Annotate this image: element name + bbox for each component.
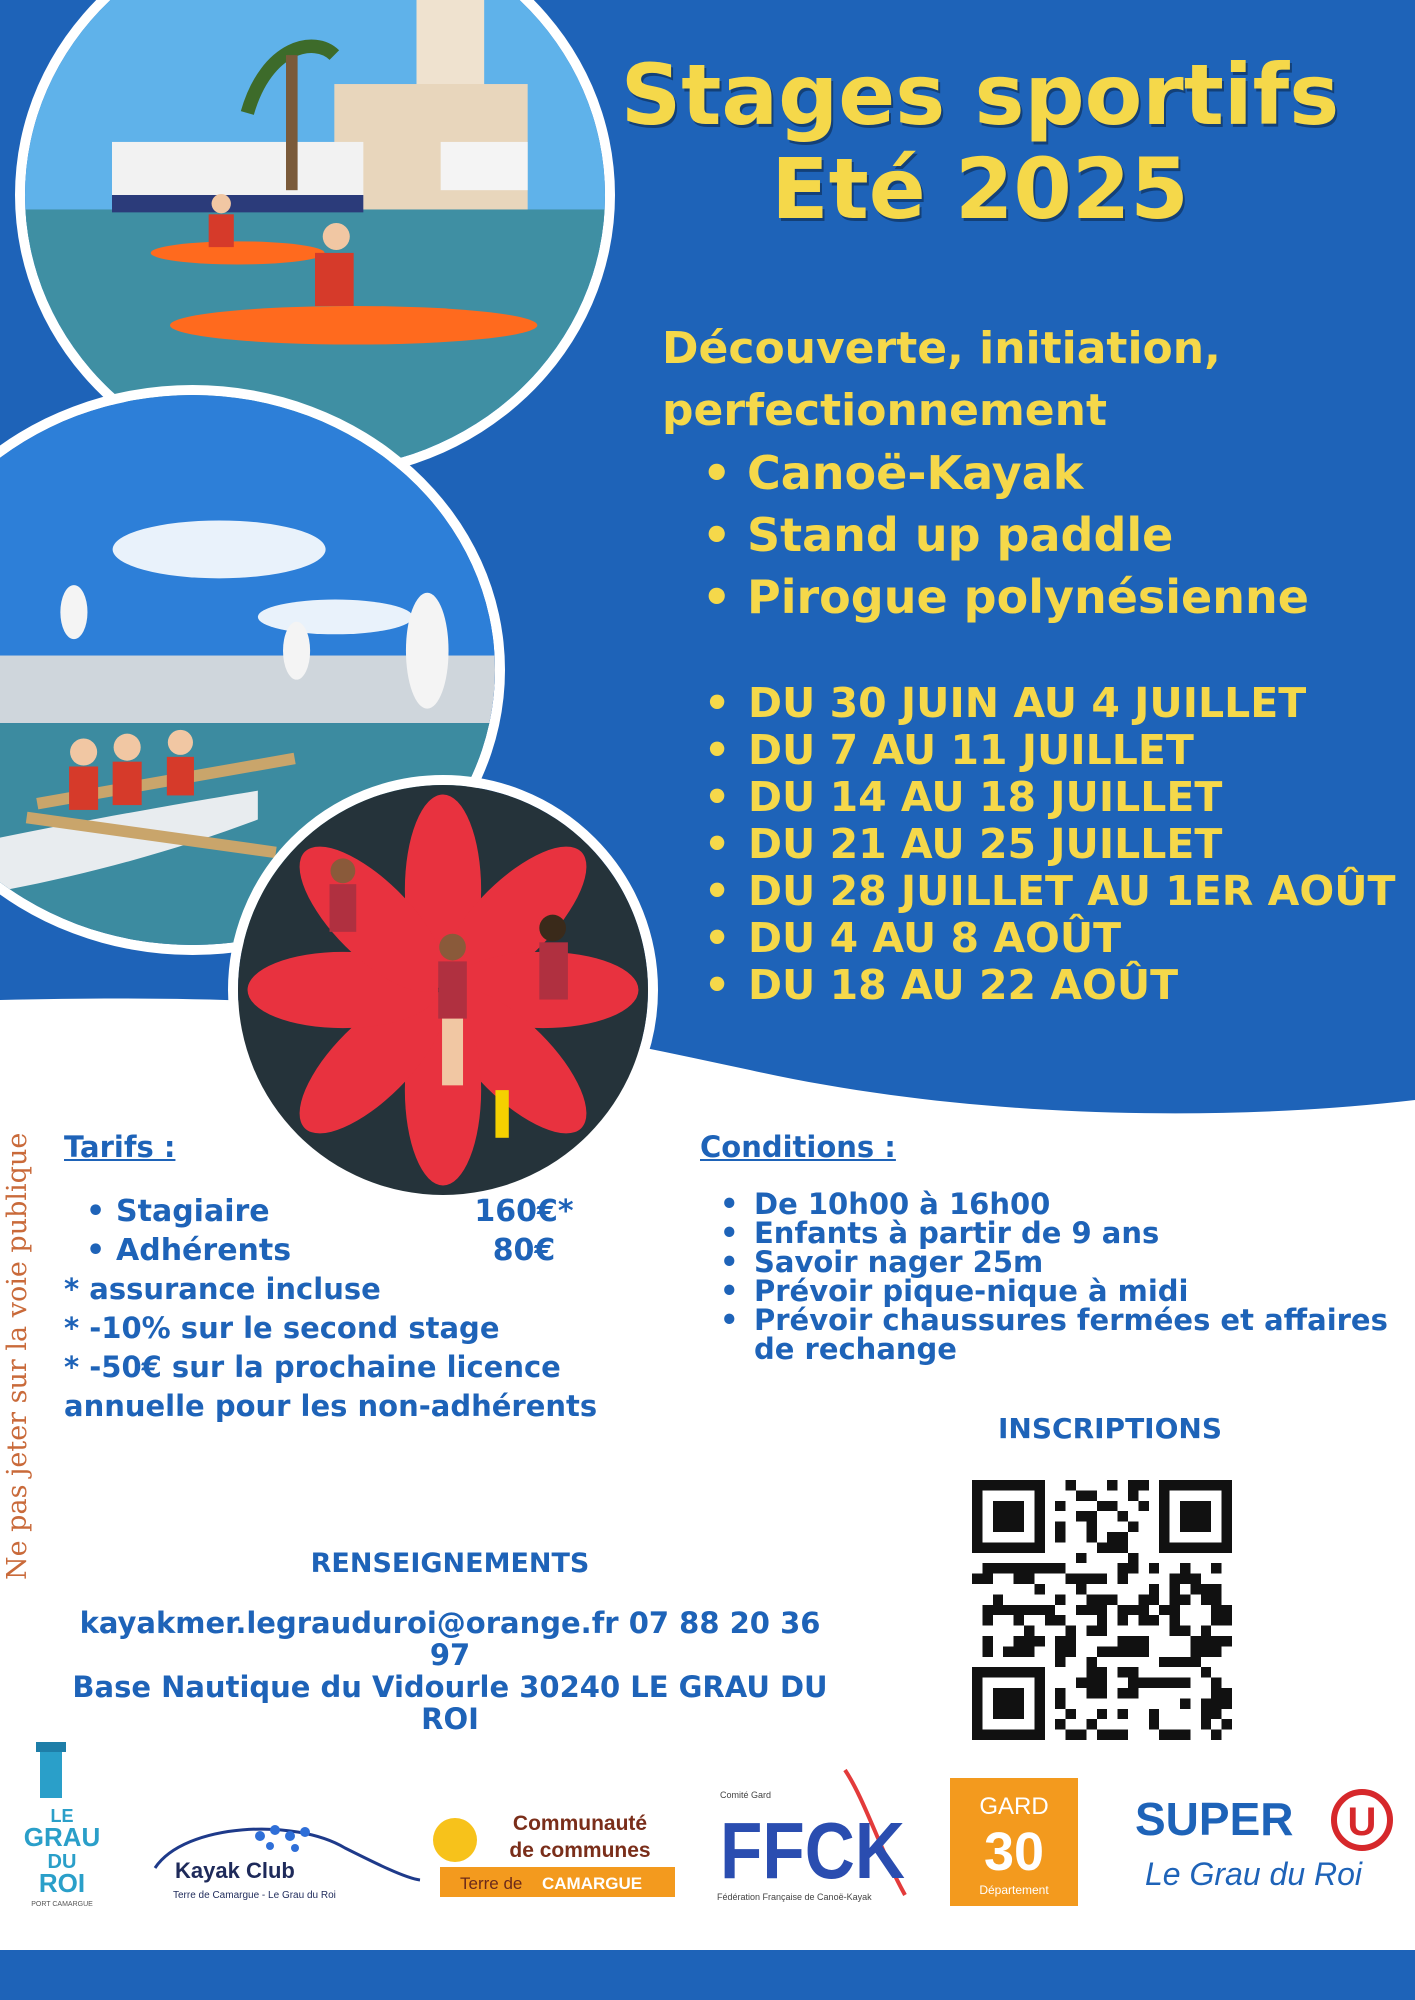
super-u-name: SUPER (1135, 1793, 1294, 1845)
ffck-top: Comité Gard (720, 1790, 772, 1800)
logo-communaute (430, 1795, 680, 1905)
side-note: Ne pas jeter sur la voie publique (2, 1132, 33, 1580)
logo-grau-du-roi (10, 1740, 110, 1910)
logo-kayak-club (145, 1808, 425, 1908)
logo-gard (950, 1778, 1078, 1906)
tarifs-heading: Tarifs : (64, 1130, 176, 1164)
ffck-name: FFCK (720, 1806, 906, 1895)
date-item: • DU 30 JUIN AU 4 JUILLET (700, 680, 1415, 727)
gard-line2: 30 (983, 1822, 1045, 1882)
dates-list (700, 680, 1415, 1009)
price-value: 160€* (474, 1194, 574, 1229)
grau-logo-line3: DU (47, 1851, 77, 1873)
logo-super-u (1130, 1785, 1400, 1895)
conditions-list (720, 1187, 1400, 1366)
tarifs-block (64, 1130, 624, 1426)
bullet: • (86, 1233, 106, 1268)
communaute-band-b: CAMARGUE (542, 1874, 643, 1893)
inscriptions-heading: INSCRIPTIONS (998, 1412, 1222, 1445)
title-line-2: Eté 2025 (771, 140, 1189, 238)
kayak-club-name: Kayak Club (175, 1858, 295, 1883)
qr-code[interactable] (972, 1480, 1232, 1740)
date-item: • DU 7 AU 11 JUILLET (700, 727, 1415, 774)
communaute-line2: de communes (509, 1839, 651, 1862)
super-u-letter: U (1347, 1800, 1377, 1844)
address-line: Base Nautique du Vidourle 30240 LE GRAU DU ROI (72, 1670, 828, 1736)
date-item: • DU 4 AU 8 AOÛT (700, 915, 1415, 962)
gard-line3: Département (979, 1883, 1049, 1897)
grau-logo-sub: PORT CAMARGUE (31, 1901, 93, 1908)
activities-list (702, 442, 1402, 628)
date-item: • DU 21 AU 25 JUILLET (700, 821, 1415, 868)
price-row (64, 1231, 624, 1270)
tarif-note: annuelle pour les non-adhérents (64, 1389, 598, 1423)
bullet: • (86, 1194, 106, 1229)
date-item: • DU 28 JUILLET AU 1ER AOÛT (700, 868, 1415, 915)
contact-line[interactable]: kayakmer.legrauduroi@orange.fr 07 88 20 36 97 (79, 1606, 821, 1672)
price-row (64, 1192, 624, 1231)
bottom-bar (0, 1950, 1415, 2000)
activities-block (662, 318, 1402, 628)
activity-item: • Pirogue polynésienne (702, 566, 1402, 628)
grau-logo-line1: LE (50, 1806, 74, 1826)
page-title (600, 48, 1360, 236)
gard-line1: GARD (979, 1793, 1049, 1820)
super-u-sub: Le Grau du Roi (1145, 1856, 1363, 1892)
activities-intro-2: perfectionnement (662, 385, 1107, 436)
price-value: 80€ (492, 1233, 556, 1268)
date-item: • DU 14 AU 18 JUILLET (700, 774, 1415, 821)
condition-item: • Enfants à partir de 9 ans (720, 1219, 1400, 1248)
tarif-note: * assurance incluse (64, 1272, 381, 1306)
ffck-sub: Fédération Française de Canoë-Kayak (717, 1892, 872, 1902)
renseignements-heading: RENSEIGNEMENTS (310, 1548, 590, 1579)
conditions-block (700, 1130, 1400, 1364)
grau-logo-line2: GRAU (23, 1822, 101, 1852)
activity-item: • Stand up paddle (702, 504, 1402, 566)
price-label: Adhérents (116, 1233, 292, 1268)
grau-logo-line4: ROI (38, 1868, 86, 1898)
communaute-band-a: Terre de (460, 1874, 523, 1893)
condition-item: • Prévoir pique-nique à midi (720, 1277, 1400, 1306)
condition-item: • Savoir nager 25m (720, 1248, 1400, 1277)
tarif-note: * -10% sur le second stage (64, 1311, 500, 1345)
title-line-1: Stages sportifs (620, 46, 1340, 144)
kayak-club-sub: Terre de Camargue - Le Grau du Roi (173, 1890, 336, 1901)
renseignements-block (60, 1548, 840, 1735)
condition-item: • Prévoir chaussures fermées et affaires de rechange (720, 1306, 1400, 1364)
date-item: • DU 18 AU 22 AOÛT (700, 962, 1415, 1009)
logo-ffck (715, 1760, 925, 1910)
tarif-note: * -50€ sur la prochaine licence (64, 1350, 561, 1384)
conditions-heading: Conditions : (700, 1130, 896, 1164)
activity-item: • Canoë-Kayak (702, 442, 1402, 504)
condition-item: • De 10h00 à 16h00 (720, 1190, 1400, 1219)
price-label: Stagiaire (116, 1194, 270, 1229)
communaute-line1: Communauté (512, 1812, 648, 1835)
activities-intro-1: Découverte, initiation, (662, 323, 1221, 374)
